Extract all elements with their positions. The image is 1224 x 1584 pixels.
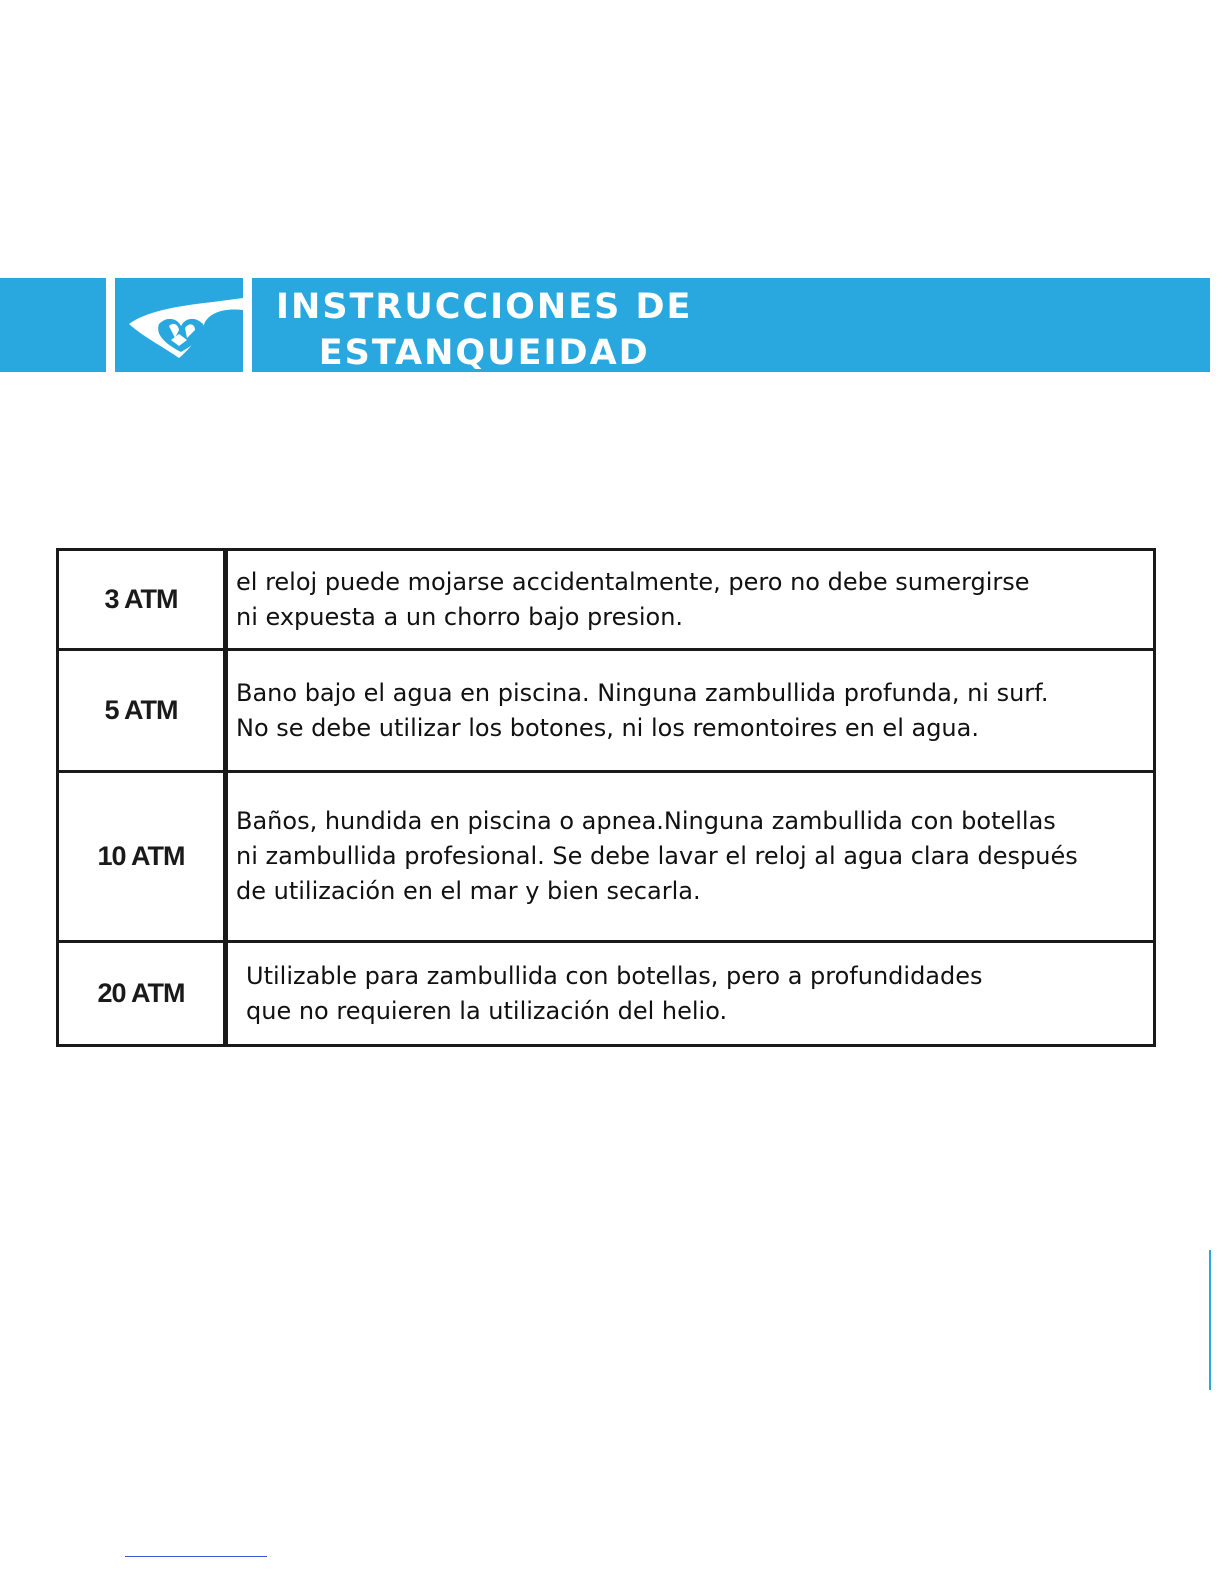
description-line: No se debe utilizar los botones, ni los remontoires en el agua. <box>236 713 979 742</box>
atm-label: 10 ATM <box>58 772 226 942</box>
description-line: el reloj puede mojarse accidentalmente, pero no debe sumergirse <box>236 567 1030 596</box>
atm-description <box>226 650 1155 772</box>
atm-label: 3 ATM <box>58 550 226 650</box>
atm-description <box>226 942 1155 1046</box>
atm-label: 5 ATM <box>58 650 226 772</box>
description-line: Bano bajo el agua en piscina. Ninguna zambullida profunda, ni surf. <box>236 678 1049 707</box>
table-row-5atm <box>58 650 1155 772</box>
description-line: de utilización en el mar y bien secarla. <box>236 877 701 905</box>
table-row-10atm <box>58 772 1155 942</box>
logo-box <box>115 278 243 372</box>
page-title-line-1: INSTRUCCIONES DE <box>276 287 693 327</box>
roxy-heart-logo-icon <box>115 278 243 372</box>
description-line: Baños, hundida en piscina o apnea.Ninguna zambullida con botellas <box>236 807 1056 835</box>
footer-rule <box>125 1556 267 1557</box>
banner-left-block <box>0 278 106 372</box>
description-line: ni zambullida profesional. Se debe lavar el reloj al agua clara después <box>236 842 1078 870</box>
page-edge-mark <box>1209 1250 1211 1390</box>
description-line: ni expuesta a un chorro bajo presion. <box>236 602 684 631</box>
description-line: que no requieren la utilización del helio. <box>246 996 728 1025</box>
table-row-20atm <box>58 942 1155 1046</box>
description-line: Utilizable para zambullida con botellas, pero a profundidades <box>246 961 983 990</box>
water-resistance-table <box>56 548 1156 1047</box>
atm-description <box>226 772 1155 942</box>
atm-description <box>226 550 1155 650</box>
title-banner <box>252 278 1210 372</box>
page-title <box>276 284 692 376</box>
page-title-line-2: ESTANQUEIDAD <box>318 333 650 373</box>
table-row-3atm <box>58 550 1155 650</box>
atm-label: 20 ATM <box>58 942 226 1046</box>
